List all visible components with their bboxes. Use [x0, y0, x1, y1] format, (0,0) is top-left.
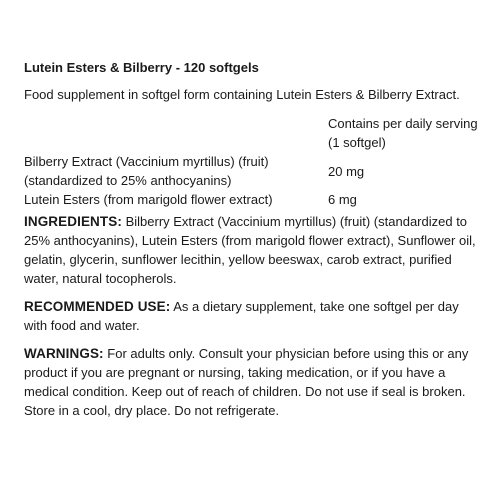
product-intro: Food supplement in softgel form containing Lutein Esters & Bilberry Extract.	[24, 87, 460, 102]
supplement-facts-table	[24, 114, 476, 208]
facts-row-amount: 20 mg	[328, 164, 365, 179]
facts-row-name: Bilberry Extract (Vaccinium myrtillus) (fruit) (standardized to 25% anthocyanins)	[24, 154, 269, 188]
warnings-section	[24, 344, 476, 420]
recommended-use-section	[24, 297, 476, 335]
facts-row-amount: 6 mg	[328, 192, 357, 207]
warnings-text: For adults only. Consult your physician before using this or any product if you are pregnant or nursing, taking medication, or if you have a medical condition. Keep out of reach of children. Do not use if seal is broken. Store in a cool, dry place. Do not refrigerate.	[24, 346, 469, 418]
facts-column-header: Contains per daily serving (1 softgel)	[328, 116, 478, 150]
facts-row-name: Lutein Esters (from marigold flower extract)	[24, 192, 273, 207]
supplement-label	[24, 58, 476, 429]
ingredients-text: Bilberry Extract (Vaccinium myrtillus) (fruit) (standardized to 25% anthocyanins), Lutein Esters (from marigold flower extract), Sunflower oil, gelatin, glycerin, sunflower lecithin, yellow beeswax, carob extract, purified water, natural tocopherols.	[24, 214, 476, 286]
warnings-heading: WARNINGS:	[24, 346, 104, 361]
recommended-use-text: As a dietary supplement, take one softgel per day with food and water.	[24, 299, 459, 333]
product-title: Lutein Esters & Bilberry - 120 softgels	[24, 60, 259, 75]
ingredients-section	[24, 212, 476, 288]
recommended-use-heading: RECOMMENDED USE:	[24, 299, 171, 314]
ingredients-heading: INGREDIENTS:	[24, 214, 122, 229]
